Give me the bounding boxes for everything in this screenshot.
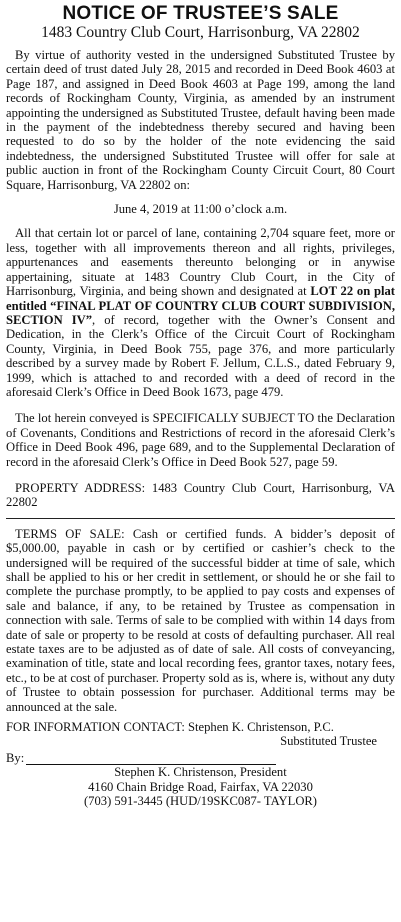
property-description-continued: , of record, together with the Owner’s Consent and Dedication, in the Clerk’s Office of the Circuit Court of Rockingham County, Virginia, in Deed Book 755, page 376, and more particularly described by a survey made by Robert F. Jellum, C.L.S., dated February 9, 1999, which is attached to and recorded with a deed of record in the aforesaid Clerk’s Office in Deed Book 1673, page 479.: [6, 312, 395, 399]
subject-to-paragraph: The lot herein conveyed is SPECIFICALLY SUBJECT TO the Declaration of Covenants, Conditions and Restrictions of record in the aforesaid Clerk’s Office in Deed Book 496, page 689, and to the Supplemental Declaration of record in the aforesaid Clerk’s Office in Deed Book 527, page 59.: [6, 411, 395, 469]
property-address-heading: 1483 Country Club Court, Harrisonburg, VA 22802: [41, 24, 360, 41]
section-divider: [6, 518, 395, 519]
terms-of-sale-paragraph: TERMS OF SALE: Cash or certified funds. A bidder’s deposit of $5,000.00, payable in cash or by certified or cashier’s check to the undersigned will be required of the successful bidder at time of sale, which shall be applied to his or her credit in settlement, or should he or she fail to complete the purchase promptly, to be applied to pay costs and expenses of sale and balance, if any, to be retained by Trustee as compensation in connection with sale. Terms of sale to be complied with within 14 days from date of sale or property to be resold at costs of defaulting purchaser. All real estate taxes are to be adjusted as of date of sale. All costs of conveyancing, examination of title, state and local recording fees, grantor taxes, notary fees, etc., to be at cost of purchaser. Property sold as is, where is, without any duty of Trustee to obtain possession for purchaser. Additional terms may be announced at the sale.: [6, 526, 395, 714]
contact-line: FOR INFORMATION CONTACT: Stephen K. Christenson, P.C.: [6, 720, 334, 735]
lot-plat-reference: LOT 22 on plat entitled “FINAL PLAT OF COUNTRY CLUB COURT SUBDIVISION, SECTION IV”: [6, 284, 396, 327]
intro-paragraph: By virtue of authority vested in the undersigned Substituted Trustee by certain deed of trust dated July 28, 2015 and recorded in Deed Book 4603 at Page 187, and assigned in Deed Book 4603 at Page 199, among the land records of Rockingham County, Virginia, as amended by an instrument appointing the undersigned as Substituted Trustee, default having been made in the payment of the indebtedness thereby secured and having been requested to do so by the holder of the note evidencing the said indebtedness, the undersigned Substituted Trustee will offer for sale at public auction in front of the Rockingham County Circuit Court, 80 Court Square, Harrisonburg, VA 22802 on:: [6, 48, 395, 192]
signer-address: 4160 Chain Bridge Road, Fairfax, VA 22030: [88, 779, 313, 794]
trustee-title: Substituted Trustee: [280, 734, 377, 749]
signature-rule: [26, 754, 276, 765]
sale-date: June 4, 2019 at 11:00 o’clock a.m.: [113, 202, 288, 217]
by-label: By:: [6, 750, 25, 765]
signer-name: Stephen K. Christenson, President: [114, 765, 287, 780]
property-description-paragraph: [6, 226, 395, 399]
signer-phone: (703) 591-3445 (HUD/19SKC087- TAYLOR): [83, 794, 318, 809]
property-address-paragraph: PROPERTY ADDRESS: 1483 Country Club Court, Harrisonburg, VA 22802: [6, 480, 395, 510]
property-description-text: All that certain lot or parcel of lane, containing 2,704 square feet, more or less, together with all improvements thereon and all rights, privileges, appurtenances and easements thereunto belonging or in anywise appertaining, situate at 1483 Country Club Court, in the City of Harrisonburg, Virginia, and being shown and designated at: [6, 226, 395, 299]
notice-title: NOTICE OF TRUSTEE’S SALE: [62, 3, 339, 24]
signature-line: [6, 751, 395, 765]
